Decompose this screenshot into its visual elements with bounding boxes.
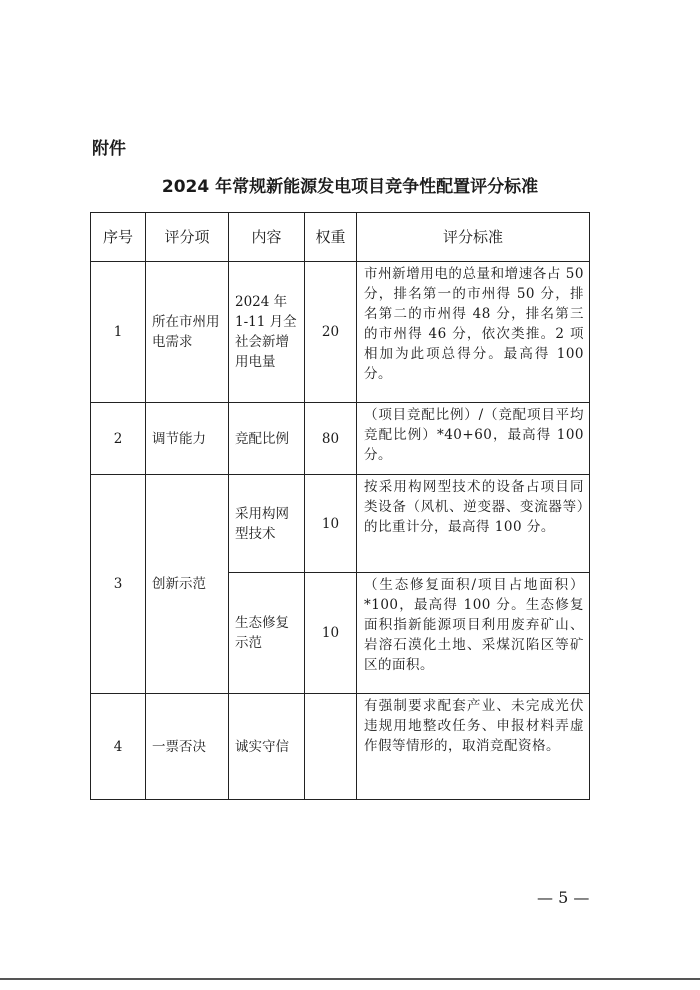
table-row	[91, 694, 590, 800]
row-no: 4	[91, 694, 146, 800]
row-standard: （项目竞配比例）/（竞配项目平均竞配比例）*40+60，最高得 100 分。	[357, 403, 590, 475]
row-no: 3	[91, 475, 146, 694]
header-weight: 权重	[305, 213, 357, 262]
page-bottom-edge	[0, 978, 700, 980]
header-no: 序号	[91, 213, 146, 262]
row-item: 调节能力	[146, 403, 229, 475]
header-content: 内容	[229, 213, 305, 262]
row-content: 采用构网型技术	[229, 475, 305, 573]
row-content: 生态修复示范	[229, 573, 305, 694]
row-weight: 10	[305, 573, 357, 694]
row-content: 竞配比例	[229, 403, 305, 475]
attachment-label: 附件	[92, 139, 126, 159]
header-standard: 评分标准	[357, 213, 590, 262]
row-content: 2024 年 1-11 月全社会新增用电量	[229, 262, 305, 403]
page-number: — 5 —	[537, 888, 590, 907]
scoring-table	[90, 212, 590, 800]
table-row	[91, 403, 590, 475]
row-standard: 有强制要求配套产业、未完成光伏违规用地整改任务、申报材料弄虚作假等情形的，取消竞配资格。	[357, 694, 590, 800]
row-weight: 20	[305, 262, 357, 403]
row-item: 创新示范	[146, 475, 229, 694]
row-weight	[305, 694, 357, 800]
table-header-row	[91, 213, 590, 262]
row-item: 一票否决	[146, 694, 229, 800]
header-item: 评分项	[146, 213, 229, 262]
table-row	[91, 475, 590, 573]
row-standard: 按采用构网型技术的设备占项目同类设备（风机、逆变器、变流器等）的比重计分，最高得 100 分。	[357, 475, 590, 573]
row-content: 诚实守信	[229, 694, 305, 800]
row-no: 2	[91, 403, 146, 475]
table-row	[91, 262, 590, 403]
row-weight: 80	[305, 403, 357, 475]
row-weight: 10	[305, 475, 357, 573]
row-standard: 市州新增用电的总量和增速各占 50 分，排名第一的市州得 50 分，排名第二的市州得 48 分，排名第三的市州得 46 分，依次类推。2 项相加为此项总得分。最高得 100 分。	[357, 262, 590, 403]
row-no: 1	[91, 262, 146, 403]
row-standard: （生态修复面积/项目占地面积）*100，最高得 100 分。生态修复面积指新能源项目利用废弃矿山、岩溶石漠化土地、采煤沉陷区等矿区的面积。	[357, 573, 590, 694]
row-item: 所在市州用电需求	[146, 262, 229, 403]
document-title: 2024 年常规新能源发电项目竞争性配置评分标准	[161, 177, 539, 197]
